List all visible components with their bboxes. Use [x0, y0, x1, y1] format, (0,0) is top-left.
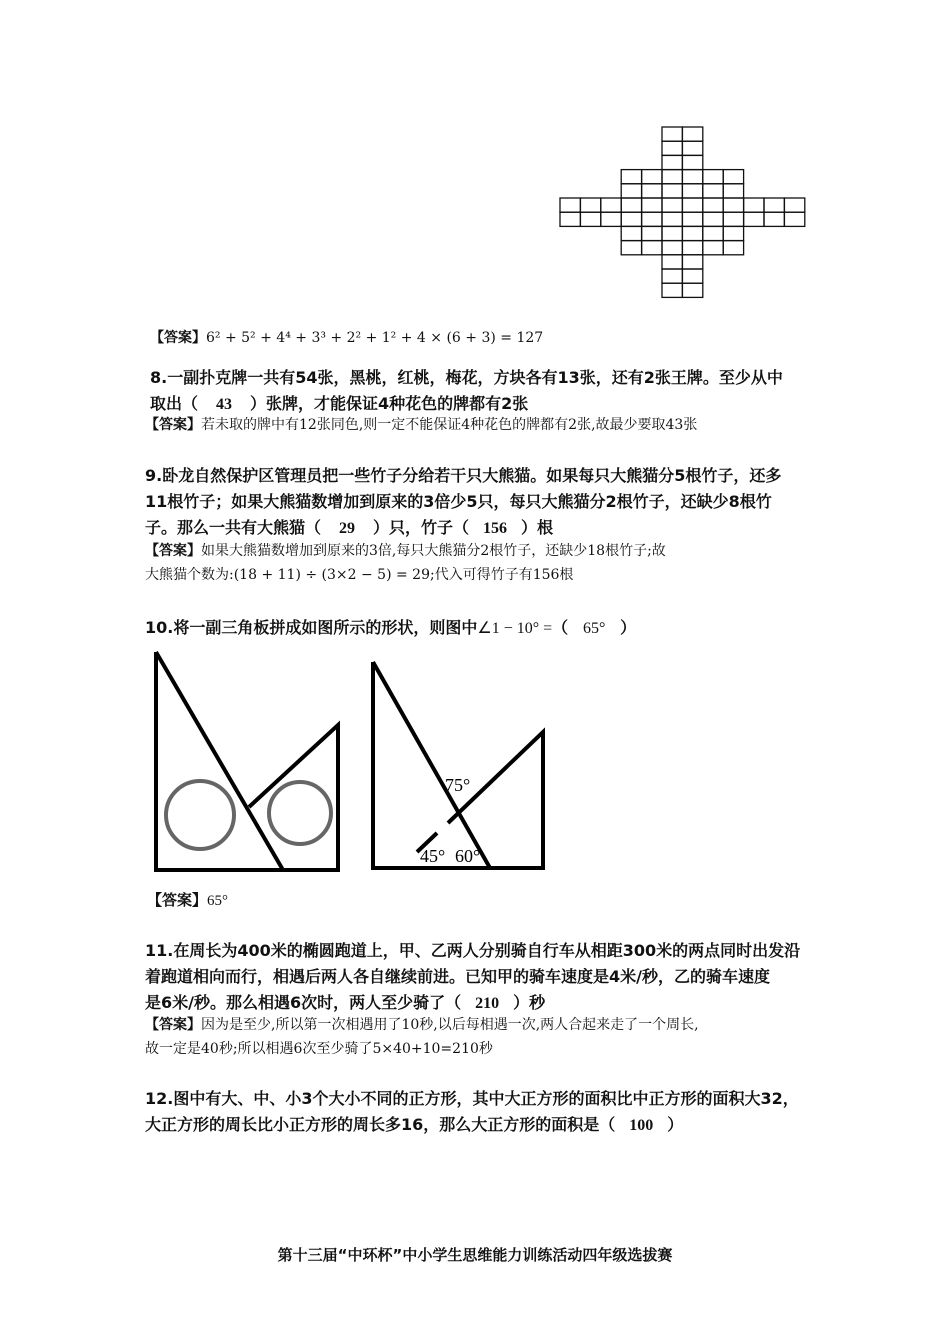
grid-cell [621, 226, 641, 240]
q8-blank: 43 [216, 396, 233, 413]
grid-cell [682, 283, 702, 297]
grid-cell [601, 198, 621, 212]
cross-grid-figure [555, 122, 810, 307]
q7-answer-formula: 6² + 5² + 4⁴ + 3³ + 2² + 1² + 4 × (6 + 3) = 127 [206, 330, 544, 346]
grid-cell [621, 170, 641, 184]
grid-cell [642, 212, 662, 226]
grid-cell [662, 155, 682, 169]
grid-cell [642, 184, 662, 198]
grid-cell [662, 127, 682, 141]
grid-cell [642, 241, 662, 255]
q10-blank: 65° [582, 620, 606, 637]
q9-blank-bamboo: 156 [483, 520, 508, 537]
grid-cell [662, 212, 682, 226]
grid-cell [723, 184, 743, 198]
page-footer: 第十三届“中环杯”中小学生思维能力训练活动四年级选拔赛 [277, 1246, 673, 1264]
grid-cell [682, 269, 702, 283]
grid-cell [682, 127, 702, 141]
grid-cell [764, 198, 784, 212]
grid-cell [723, 170, 743, 184]
q9-answer: 【答案】如果大熊猫数增加到原来的3倍,每只大熊猫分2根竹子，还缺少18根竹子;故 大熊猫个数为:(18 + 11) ÷ (3×2 − 5) = 29;代入可得竹子有156根 [145, 543, 666, 583]
grid-cell [703, 212, 723, 226]
grid-cell [682, 212, 702, 226]
q8-question: 8.一副扑克牌一共有54张，黑桃，红桃，梅花，方块各有13张，还有2张王牌。至少从中 取出（ 43 ）张牌，才能保证4种花色的牌都有2张 [150, 365, 850, 418]
grid-cell [682, 198, 702, 212]
grid-cell [703, 241, 723, 255]
grid-cell [723, 198, 743, 212]
grid-cell [560, 212, 580, 226]
label-75: 75° [445, 775, 471, 795]
grid-cell [703, 170, 723, 184]
grid-cell [580, 212, 600, 226]
triangle-figure-left [148, 645, 348, 875]
grid-cell [560, 198, 580, 212]
hole-circle-right [269, 782, 331, 844]
triangle-figure-right [365, 655, 555, 875]
grid-cell [682, 255, 702, 269]
q7-answer: 【答案】6² + 5² + 4⁴ + 3³ + 2² + 1² + 4 × (6 + 3) = 127 [150, 330, 544, 346]
grid-cell [662, 269, 682, 283]
grid-cell [744, 212, 764, 226]
grid-cell [662, 141, 682, 155]
grid-cell [662, 241, 682, 255]
grid-cell [682, 226, 702, 240]
grid-cell [703, 226, 723, 240]
label-60: 60° [455, 846, 481, 866]
label-45: 45° [420, 846, 446, 866]
grid-cell [703, 198, 723, 212]
grid-cell [682, 155, 702, 169]
grid-cell [580, 198, 600, 212]
grid-cell [703, 184, 723, 198]
grid-cell [723, 226, 743, 240]
grid-cell [662, 283, 682, 297]
hole-circle-left [166, 781, 234, 849]
grid-cell [662, 184, 682, 198]
grid-cell [682, 141, 702, 155]
q12-question: 12.图中有大、中、小3个大小不同的正方形，其中大正方形的面积比中正方形的面积大32， 大正方形的周长比小正方形的周长多16，那么大正方形的面积是（ 100 ） [145, 1086, 845, 1139]
grid-cell [642, 198, 662, 212]
grid-cell [723, 241, 743, 255]
q10-answer: 【答案】65° [147, 891, 229, 909]
grid-cell [642, 226, 662, 240]
grid-cell [662, 198, 682, 212]
grid-cell [601, 212, 621, 226]
q11-blank: 210 [475, 995, 500, 1012]
grid-cell [682, 241, 702, 255]
grid-cell [764, 212, 784, 226]
grid-cell [784, 212, 804, 226]
q11-answer: 【答案】因为是至少,所以第一次相遇用了10秒,以后每相遇一次,两人合起来走了一个周长, 故一定是40秒;所以相遇6次至少骑了5×40+10=210秒 [145, 1017, 699, 1057]
q10-question: 10.将一副三角板拼成如图所示的形状，则图中∠1 − 10° =（ 65° ） [145, 615, 845, 642]
grid-cell [642, 170, 662, 184]
q9-blank-pandas: 29 [339, 520, 356, 537]
grid-cell [682, 184, 702, 198]
grid-cell [621, 212, 641, 226]
grid-cell [621, 198, 641, 212]
grid-cell [662, 170, 682, 184]
grid-cell [662, 255, 682, 269]
grid-cell [784, 198, 804, 212]
grid-cell [621, 241, 641, 255]
q11-question: 11.在周长为400米的椭圆跑道上，甲、乙两人分别骑自行车从相距300米的两点同时出发沿 着跑道相向而行，相遇后两人各自继续前进。已知甲的骑车速度是4米/秒，乙的骑车速度 是6米/秒。那么相遇6次时，两人至少骑了（ 210 ）秒 [145, 938, 845, 1017]
q12-blank: 100 [629, 1117, 654, 1134]
q9-question: 9.卧龙自然保护区管理员把一些竹子分给若干只大熊猫。如果每只大熊猫分5根竹子，还多 11根竹子；如果大熊猫数增加到原来的3倍少5只，每只大熊猫分2根竹子，还缺少8根竹 子。那么一共有大熊猫（ 29 ）只，竹子（ 156 ）根 [145, 463, 845, 542]
grid-cell [744, 198, 764, 212]
grid-cell [621, 184, 641, 198]
grid-cell [662, 226, 682, 240]
q8-answer: 【答案】若未取的牌中有12张同色,则一定不能保证4种花色的牌都有2张,故最少要取43张 [145, 417, 698, 433]
grid-cell [723, 212, 743, 226]
grid-cell [682, 170, 702, 184]
